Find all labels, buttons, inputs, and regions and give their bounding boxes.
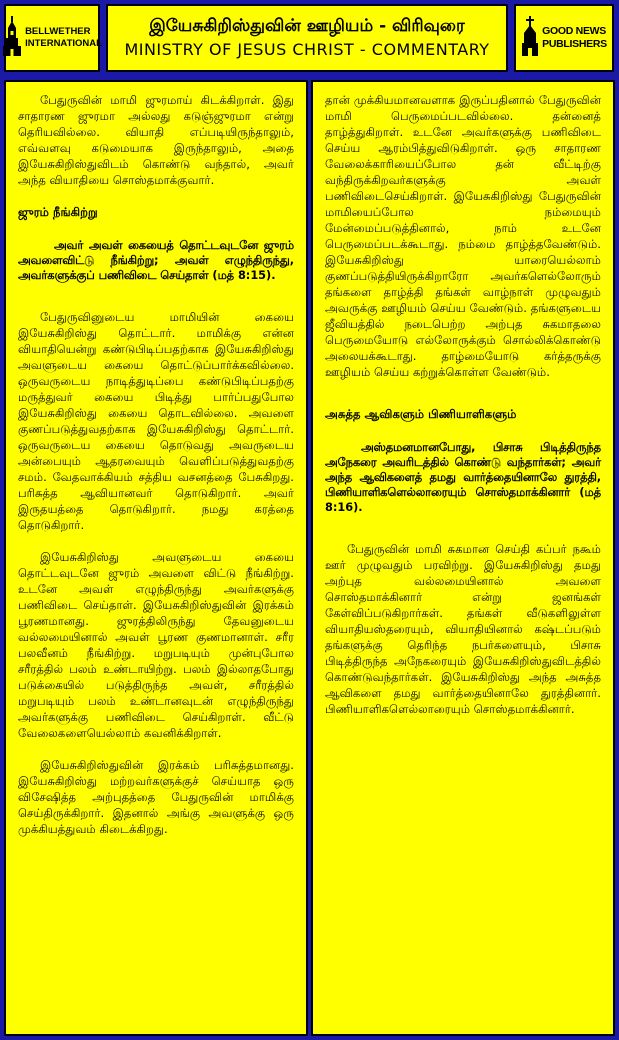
- paragraph: இயேசுகிறிஸ்துவின் இரக்கம் பரிசுத்தமானது. இயேசுகிறிஸ்து மற்றவர்களுக்குச் செய்யாத ஒரு விசேஷித்த அற்புதத்தை பேதுருவின் மாமிக்கு செய்திருக்கிறார். இதனால் அங்கு அவளுக்கு ஒரு முக்கியத்துவம் கிடைக்கிறது.: [18, 758, 294, 836]
- bellwether-line2: INTERNATIONAL: [25, 38, 102, 49]
- section-heading: அசுத்த ஆவிகளும் பிணியாளிகளும்: [325, 407, 517, 421]
- paragraph: தான் முக்கியமானவளாக இருப்பதினால் பேதுருவின் மாமி பெருமைப்படவில்லை. தன்னைத் தாழ்த்துகிறாள். உடனே அவர்களுக்கு பணிவிடை செய்ய ஆரம்பித்துவிடுகிறாள். ஒரு சாதாரண வேலைக்காரியைப்போல தன் வீட்டிற்கு வந்திருக்கிறவர்களுக்கு அவள் பணிவிடைசெய்கிறாள். இயேசுகிறிஸ்து பேதுருவின் மாமியைப்போல நம்மையும் மேன்மைப்படுத்தினால், நாம் உடனே பெருமைப்படக்கூடாது. நம்மை தாழ்த்தவேண்டும். இயேசுகிறிஸ்து யாரையெல்லாம் குணப்படுத்தியிருக்கிறாரோ அவர்களெல்லோரும் தங்களை தாழ்த்தி தங்கள் வாழ்நாள் முழுவதும் அவருக்கு ஊழியம் செய்ய வேண்டும். தங்களுடைய ஜீவியத்தில் நடைபெற்ற அற்புத சுகமாதலை பெருமையோடு எல்லோருக்கும் சொல்லிக்கொண்டு அலையக்கூடாது. தாழ்மையோடு கர்த்தருக்கு ஊழியம் செய்ய கற்றுக்கொள்ள வேண்டும்.: [325, 93, 601, 379]
- paragraph: இயேசுகிறிஸ்து அவளுடைய கையை தொட்டவுடனே ஜுரம் அவளை விட்டு நீங்கிற்று. உடனே அவள் எழுந்திருந்து அவர்களுக்கு பணிவிடை செய்தாள். இயேசுகிறிஸ்துவின் இரக்கம் பூரணமானது. ஜுரத்திலிருந்து தேவனுடைய வல்லமையினால் அவள் பூரண குணமானாள். சரீர பலவீனம் நீங்கிற்று. மறுபடியும் முன்புபோல சரீரத்தில் பலம் உண்டாயிற்று. பலம் இல்லாதபோது படுக்கையில் படுத்திருந்த அவள், சரீரத்தில் மறுபடியும் பலம் உண்டானவுடன் எழுந்திருந்து அவர்களுக்கு பணிவிடை செய்கிறாள். வீட்டு வேலைகளையெல்லாம் கவனிக்கிறாள்.: [18, 550, 294, 740]
- bellwether-building-icon: [2, 16, 22, 60]
- page-title-tamil: இயேசுகிறிஸ்துவின் ஊழியம் - விரிவுரை: [149, 16, 465, 36]
- good-news-line2: PUBLISHERS: [542, 38, 607, 50]
- bellwether-logo-text: [25, 26, 102, 50]
- paragraph: பேதுருவினுடைய மாமியின் கையை இயேசுகிறிஸ்து தொட்டார். மாமிக்கு என்ன வியாதியென்று கண்டுபிடிப்பதற்காக இயேசுகிறிஸ்து அவளுடைய கையை தொட்டுப்பார்க்கவில்லை. ஒருவருடைய நாடித்துடிப்பை கண்டுபிடிப்பதற்கு மருத்துவர் கையை பிடித்து பார்ப்பதுபோல இயேசுகிறிஸ்து கையை தொடவில்லை. அவளை குணப்படுத்துவதற்காக இயேசுகிறிஸ்து தொட்டார். ஒருவருடைய கையை தொடுவது அவருடைய அன்பையும் ஆதரவையும் வெளிப்படுத்துவதற்கு சமம். வேதவாக்கியம் சத்திய வசனத்தை பேசுகிறது. பரிசுத்த ஆவியானவர் தொடுகிறார். அவர் இருதயத்தை தொடுகிறார். நமது கரத்தை தொடுகிறார்.: [18, 310, 294, 532]
- page-title-english: MINISTRY OF JESUS CHRIST - COMMENTARY: [124, 40, 490, 59]
- title-box: [106, 4, 508, 72]
- good-news-logo: [514, 4, 614, 72]
- bible-verse: அவர் அவள் கையைத் தொட்டவுடனே ஜுரம் அவளைவிட்டு நீங்கிற்று; அவள் எழுந்திருந்து, அவர்களுக்குப் பணிவிடை செய்தாள் (மத் 8:15).: [18, 239, 294, 282]
- paragraph: பேதுருவின் மாமி சுகமான செய்தி கப்பர் நகூம் ஊர் முழுவதும் பரவிற்று. இயேசுகிறிஸ்து தமது அற்புத வல்லமையினால் அவளை சொஸ்தமாக்கினார் என்று ஜனங்கள் கேள்விப்படுகிறார்கள். தங்கள் வீடுகளிலுள்ள வியாதியஸ்தரையும், வியாதியினால் கஷ்டப்படும் தங்களுக்கு தெரிந்த நபர்களையும், பிசாசு பிடித்திருந்த அநேகரையும் இயேசுகிறிஸ்துவிடத்தில் கொண்டுவந்தார்கள். இயேசுகிறிஸ்து அந்த அசுத்த ஆவிகளை தமது வார்த்தையினாலே துரத்தினார். பிணியாளிகளெல்லாரையும் சொஸ்தமாக்கினார்.: [325, 542, 601, 716]
- bellwether-logo: [4, 4, 100, 72]
- paragraph: பேதுருவின் மாமி ஜுரமாய் கிடக்கிறாள். இது சாதாரண ஜுரமா அல்லது கடுஞ்ஜுரமா என்று தெரியவில்லை. வியாதி எப்படியிருந்தாலும், எவ்வளவு கடுமையாக இருந்தாலும், அதை இயேசுகிறிஸ்துவிடம் கொண்டு வந்தால், அவர் அந்த வியாதியை சொஸ்தமாக்குவார்.: [18, 93, 294, 187]
- header-banner: [0, 0, 619, 77]
- bible-verse: அஸ்தமனமானபோது, பிசாசு பிடித்திருந்த அநேகரை அவரிடத்தில் கொண்டு வந்தார்கள்; அவர் அந்த ஆவிகளைத் தமது வார்த்தையினாலே துரத்தி, பிணியாளிகளெல்லாரையும் சொஸ்தமாக்கினார் (மத் 8:16).: [325, 441, 601, 514]
- bellwether-line1: BELLWETHER: [25, 26, 91, 37]
- right-column: [311, 80, 615, 1036]
- good-news-logo-text: [542, 25, 607, 51]
- section-heading: ஜுரம் நீங்கிற்று: [18, 205, 98, 219]
- good-news-line1: GOOD NEWS: [542, 25, 606, 37]
- left-column: [4, 80, 308, 1036]
- cross-church-icon: [521, 16, 539, 60]
